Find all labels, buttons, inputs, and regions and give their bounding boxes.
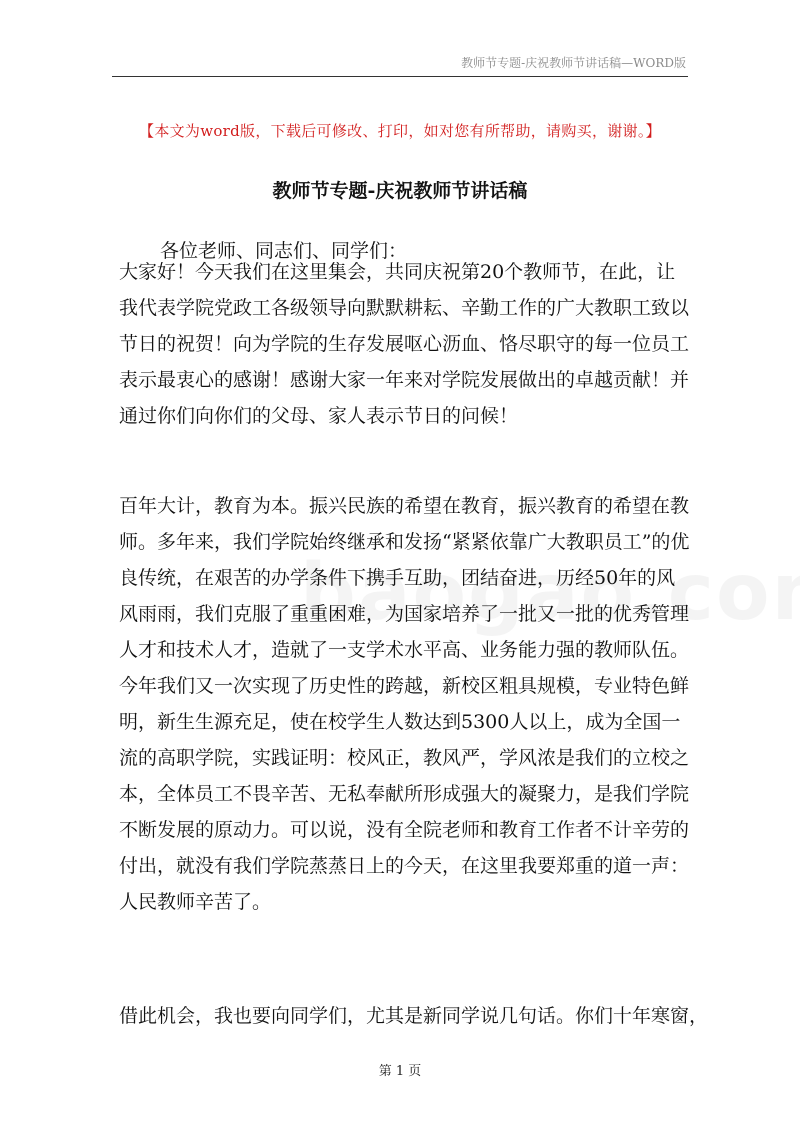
text-line: 今年我们又一次实现了历史性的跨越，新校区粗具规模，专业特色鲜 xyxy=(119,675,690,697)
paragraph-greeting xyxy=(119,254,689,434)
text-line: 付出，就没有我们学院蒸蒸日上的今天，在这里我要郑重的道一声： xyxy=(119,855,690,877)
text-line: 师。多年来，我们学院始终继承和发扬“紧紧依靠广大教职员工”的优 xyxy=(119,531,690,553)
text-line: 百年大计，教育为本。振兴民族的希望在教育，振兴教育的希望在教 xyxy=(119,495,690,517)
paragraph-education xyxy=(119,488,689,920)
document-title: 教师节专题-庆祝教师节讲话稿 xyxy=(272,180,528,202)
text-line: 人民教师辛苦了。 xyxy=(119,891,272,913)
text-line: 通过你们向你们的父母、家人表示节日的问候！ xyxy=(119,405,519,427)
text-line: 本，全体员工不畏辛苦、无私奉献所形成强大的凝聚力，是我们学院 xyxy=(119,783,690,805)
text-line: 节日的祝贺！向为学院的生存发展呕心沥血、恪尽职守的每一位员工 xyxy=(119,333,690,355)
text-line: 人才和技术人才，造就了一支学术水平高、业务能力强的教师队伍。 xyxy=(119,639,690,661)
text-line: 良传统，在艰苦的办学条件下携手互助，团结奋进，历经50年的风 xyxy=(119,567,676,589)
text-line: 我代表学院党政工各级领导向默默耕耘、辛勤工作的广大教职工致以 xyxy=(119,297,690,319)
text-line: 流的高职学院，实践证明：校风正，教风严，学风浓是我们的立校之 xyxy=(119,747,690,769)
purchase-notice: 【本文为word版，下载后可修改、打印，如对您有所帮助，请购买，谢谢。】 xyxy=(139,122,661,140)
salutation: 各位老师、同志们、同学们： xyxy=(160,240,408,262)
page-number: 第 1 页 xyxy=(378,1064,422,1079)
paragraph-students xyxy=(119,998,708,1034)
text-line: 风雨雨，我们克服了重重困难，为国家培养了一批又一批的优秀管理 xyxy=(119,603,690,625)
text-line: 明，新生生源充足，使在校学生人数达到5300人以上，成为全国一 xyxy=(119,711,681,733)
running-header: 教师节专题-庆祝教师节讲话稿—WORD版 xyxy=(461,56,686,70)
text-line: 表示最衷心的感谢！感谢大家一年来对学院发展做出的卓越贡献！并 xyxy=(119,369,690,391)
header-divider xyxy=(112,76,688,77)
text-line: 大家好！今天我们在这里集会，共同庆祝第20个教师节，在此，让 xyxy=(119,261,676,283)
text-line: 借此机会，我也要向同学们，尤其是新同学说几句话。你们十年寒窗， xyxy=(119,1005,709,1027)
text-line: 不断发展的原动力。可以说，没有全院老师和教育工作者不计辛劳的 xyxy=(119,819,690,841)
